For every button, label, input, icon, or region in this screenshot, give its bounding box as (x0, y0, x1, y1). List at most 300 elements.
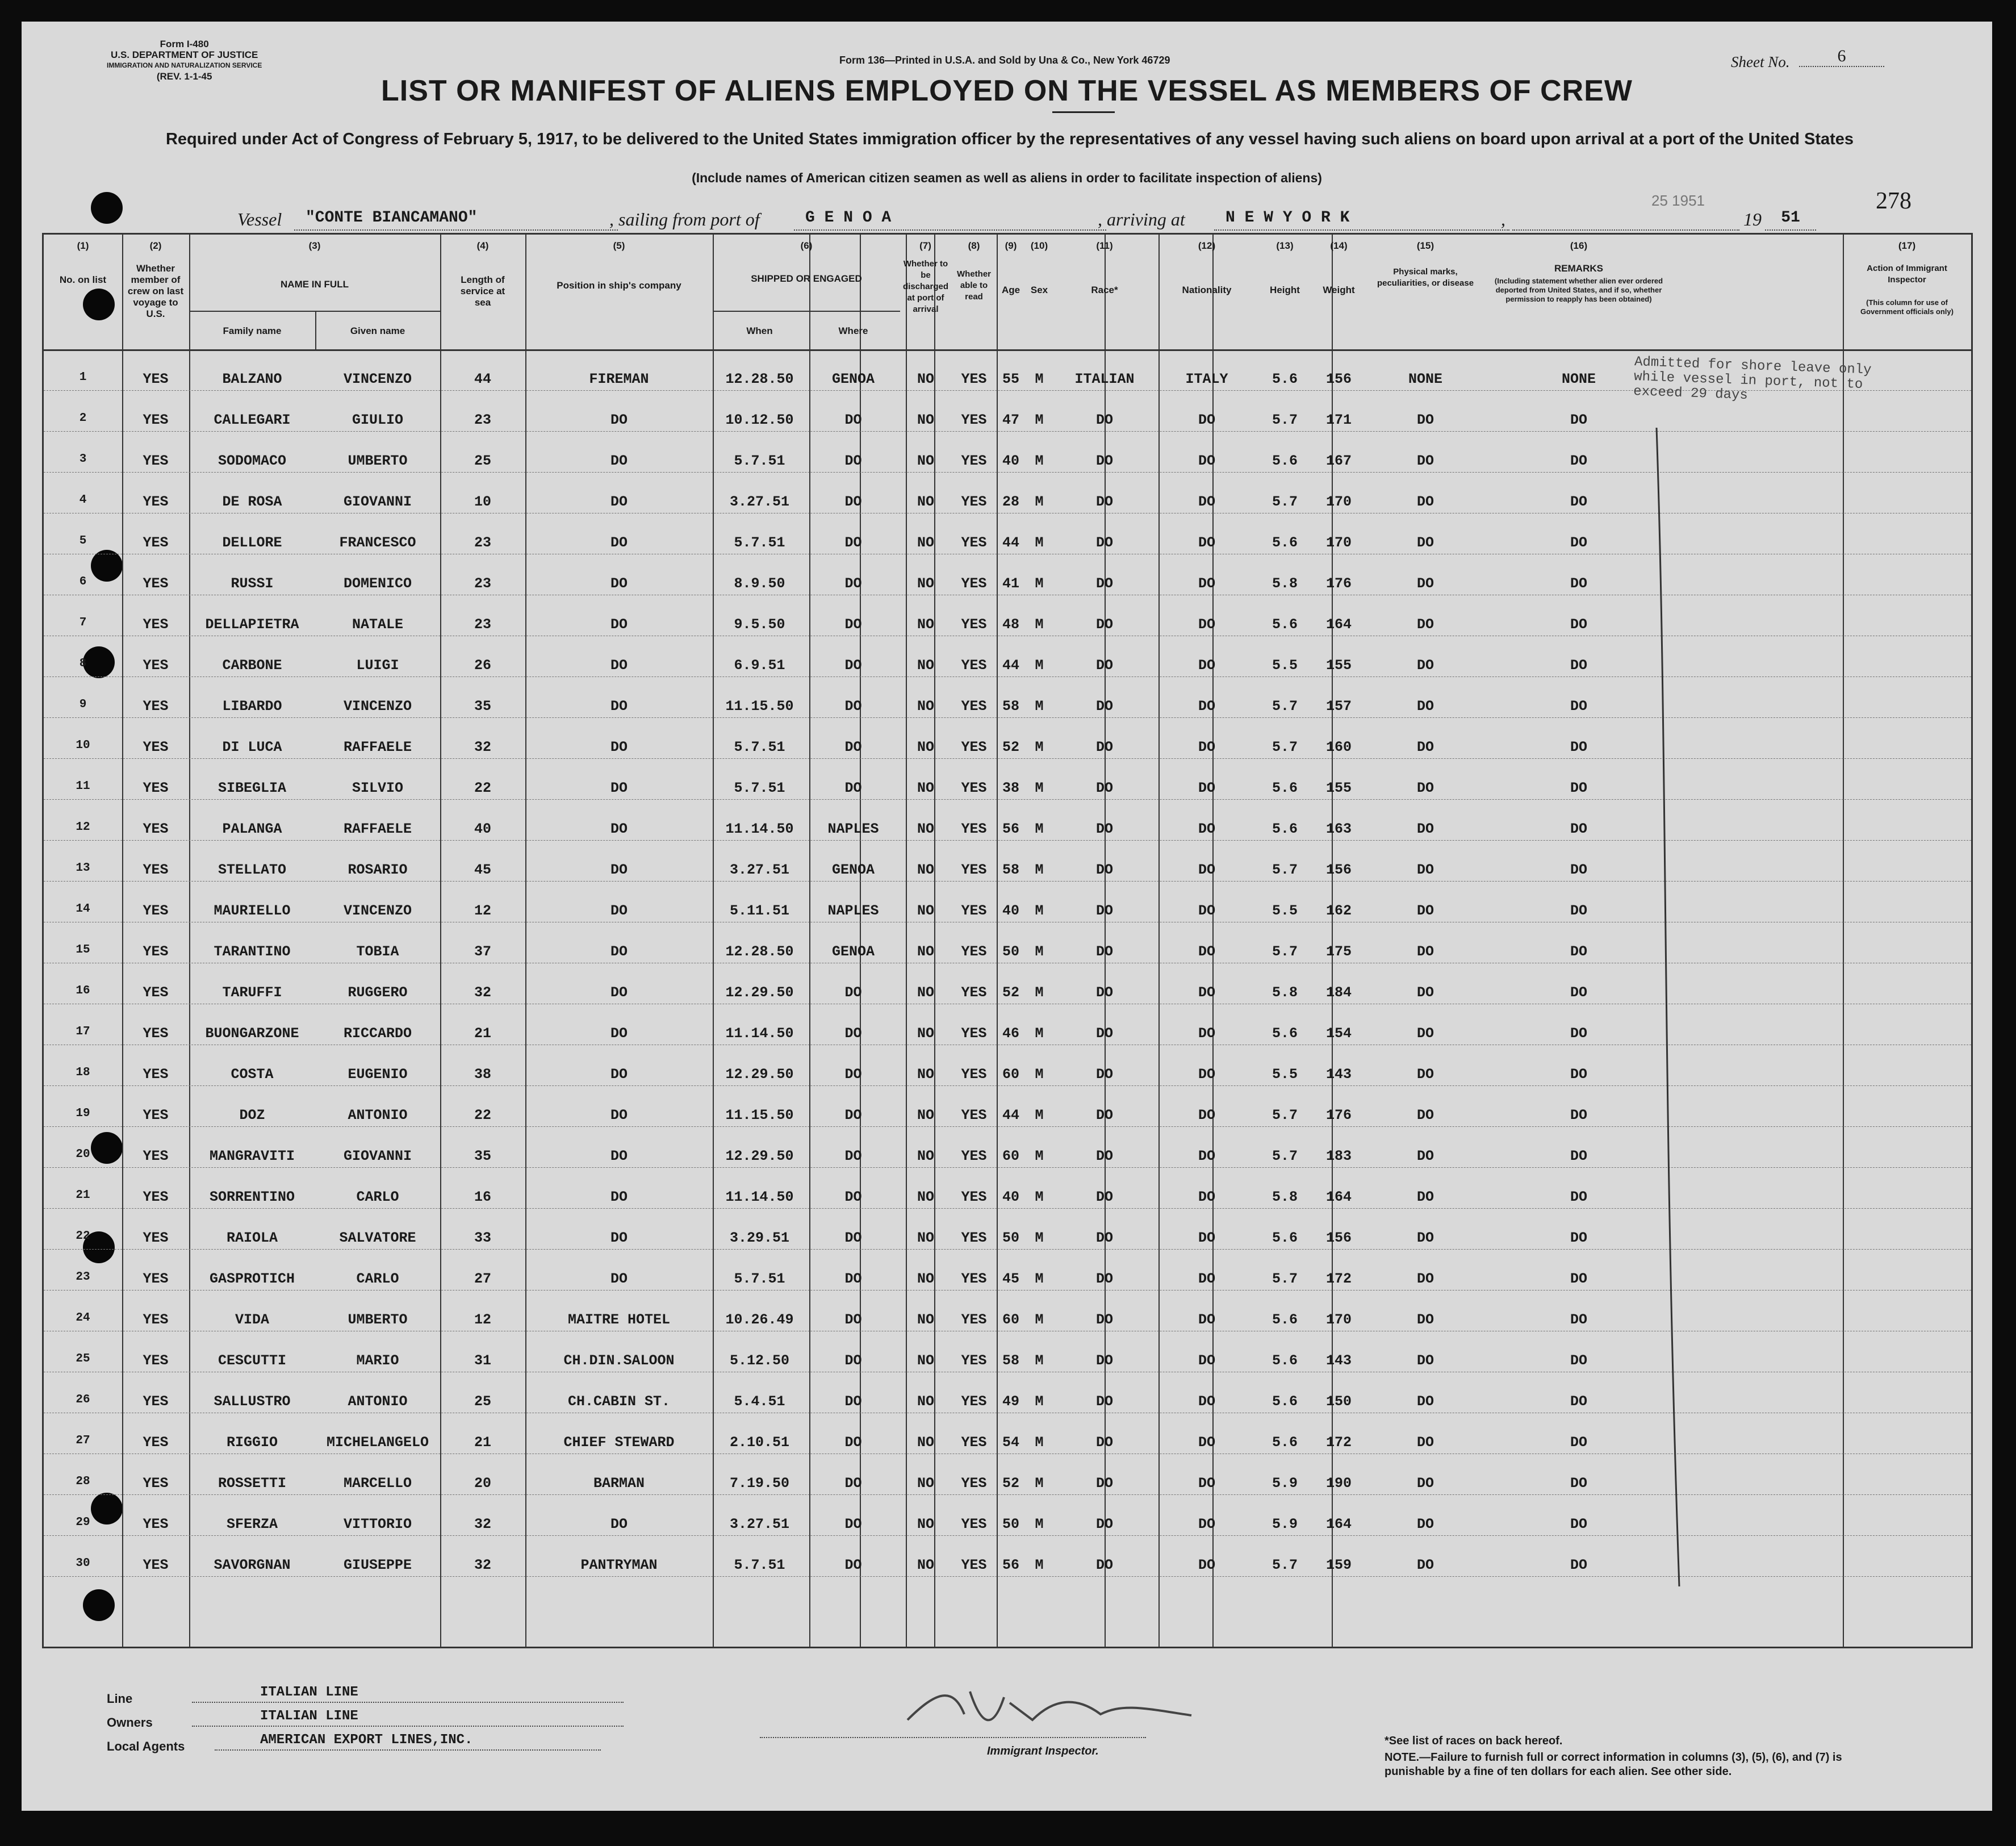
cell-nat: DO (1198, 453, 1215, 469)
where-header: Where (838, 325, 868, 336)
cell-given: RAFFAELE (343, 821, 412, 837)
col1-label: No. on list (59, 274, 107, 285)
cell-remarks: DO (1570, 616, 1587, 633)
cell-sex: M (1035, 1475, 1044, 1492)
port-to: N E W Y O R K (1214, 209, 1509, 231)
cell-where: NAPLES (827, 903, 879, 919)
cell-when: 7.19.50 (729, 1475, 790, 1492)
cell-nat: DO (1198, 739, 1215, 755)
cell-sex: M (1035, 494, 1044, 510)
cell-given: GIOVANNI (343, 1148, 412, 1164)
cell-given: LUIGI (356, 657, 399, 674)
cell-position: DO (610, 453, 628, 469)
cell-age: 50 (1002, 1516, 1019, 1532)
cell-nat: DO (1198, 412, 1215, 428)
cell-given: RAFFAELE (343, 739, 412, 755)
cell-disch: NO (917, 1393, 934, 1410)
cell-sex: M (1035, 1271, 1044, 1287)
cell-height: 5.6 (1271, 616, 1298, 633)
cell-given: SALVATORE (339, 1230, 416, 1246)
cell-nat: DO (1198, 1516, 1215, 1532)
cell-read: YES (961, 534, 987, 551)
cell-sex: M (1035, 1434, 1044, 1451)
form-id-line: Form I-480 (160, 39, 209, 49)
cell-age: 44 (1002, 1107, 1019, 1124)
cell-no: 10 (76, 739, 90, 752)
cell-marks: DO (1416, 616, 1434, 633)
cell-remarks: DO (1570, 494, 1587, 510)
cell-disch: NO (917, 534, 934, 551)
cell-race: DO (1095, 739, 1113, 755)
cell-disch: NO (917, 371, 934, 387)
cell-read: YES (961, 1516, 987, 1532)
cell-position: DO (610, 1148, 628, 1164)
printer-note: Form 136—Printed in U.S.A. and Sold by Una & Co., New York 46729 (839, 55, 1170, 66)
cell-sex: M (1035, 657, 1044, 674)
cell-crew: YES (143, 534, 169, 551)
cell-service: 23 (474, 616, 491, 633)
cell-read: YES (961, 698, 987, 715)
cell-race: DO (1095, 903, 1113, 919)
cell-remarks: DO (1570, 412, 1587, 428)
col2-num: (2) (149, 240, 162, 251)
cell-service: 12 (474, 1312, 491, 1328)
cell-disch: NO (917, 1025, 934, 1042)
cell-given: ANTONIO (348, 1107, 408, 1124)
cell-family: RUSSI (231, 575, 274, 592)
cell-where: DO (844, 1066, 862, 1083)
cell-position: DO (610, 657, 628, 674)
cell-sex: M (1035, 903, 1044, 919)
cell-age: 58 (1002, 698, 1019, 715)
cell-no: 25 (76, 1352, 90, 1365)
col14-num: (14) (1330, 240, 1348, 251)
cell-read: YES (961, 371, 987, 387)
cell-marks: DO (1416, 1516, 1434, 1532)
cell-position: DO (610, 412, 628, 428)
cell-given: MARCELLO (343, 1475, 412, 1492)
cell-where: DO (844, 1312, 862, 1328)
cell-marks: DO (1416, 1066, 1434, 1083)
cell-race: DO (1095, 943, 1113, 960)
cell-where: DO (844, 1516, 862, 1532)
cell-given: UMBERTO (348, 1312, 408, 1328)
cell-race: DO (1095, 453, 1113, 469)
cell-crew: YES (143, 698, 169, 715)
cell-where: DO (844, 1271, 862, 1287)
cell-sex: M (1035, 1516, 1044, 1532)
cell-height: 5.8 (1271, 575, 1298, 592)
cell-given: TOBIA (356, 943, 399, 960)
cell-crew: YES (143, 1066, 169, 1083)
cell-when: 5.11.51 (729, 903, 790, 919)
cell-read: YES (961, 1025, 987, 1042)
cell-when: 2.10.51 (729, 1434, 790, 1451)
cell-remarks: DO (1570, 1393, 1587, 1410)
cell-age: 41 (1002, 575, 1019, 592)
cell-service: 40 (474, 821, 491, 837)
cell-no: 29 (76, 1516, 90, 1529)
col9-num: (9) (1005, 240, 1017, 251)
cell-service: 22 (474, 1107, 491, 1124)
cell-marks: DO (1416, 1148, 1434, 1164)
cell-age: 49 (1002, 1393, 1019, 1410)
cell-where: DO (844, 780, 862, 796)
cell-age: 58 (1002, 1352, 1019, 1369)
cell-race: DO (1095, 1312, 1113, 1328)
cell-family: TARANTINO (214, 943, 291, 960)
cell-where: DO (844, 616, 862, 633)
cell-marks: DO (1416, 698, 1434, 715)
cell-weight: 171 (1325, 412, 1352, 428)
cell-remarks: DO (1570, 1148, 1587, 1164)
cell-disch: NO (917, 739, 934, 755)
cell-age: 40 (1002, 1189, 1019, 1205)
cell-service: 20 (474, 1475, 491, 1492)
cell-crew: YES (143, 575, 169, 592)
cell-weight: 163 (1325, 821, 1352, 837)
cell-disch: NO (917, 903, 934, 919)
cell-when: 3.27.51 (729, 1516, 790, 1532)
cell-read: YES (961, 575, 987, 592)
cell-crew: YES (143, 453, 169, 469)
col1-num: (1) (77, 240, 89, 251)
cell-race: DO (1095, 1025, 1113, 1042)
cell-no: 28 (76, 1475, 90, 1488)
cell-marks: DO (1416, 943, 1434, 960)
col6-label: SHIPPED OR ENGAGED (751, 273, 862, 284)
cell-where: DO (844, 1107, 862, 1124)
cell-when: 12.29.50 (725, 984, 794, 1001)
crew-table (42, 233, 1973, 1648)
cell-age: 52 (1002, 739, 1019, 755)
cell-marks: DO (1416, 534, 1434, 551)
cell-height: 5.7 (1271, 1107, 1298, 1124)
col15-label: Physical marks, peculiarities, or disease (1377, 267, 1474, 288)
cell-service: 10 (474, 494, 491, 510)
cell-where: DO (844, 494, 862, 510)
cell-height: 5.5 (1271, 657, 1298, 674)
cell-read: YES (961, 1271, 987, 1287)
cell-race: DO (1095, 862, 1113, 878)
cell-height: 5.9 (1271, 1475, 1298, 1492)
cell-remarks: DO (1570, 821, 1587, 837)
cell-sex: M (1035, 534, 1044, 551)
cell-when: 11.14.50 (725, 1025, 794, 1042)
cell-height: 5.7 (1271, 1271, 1298, 1287)
page-title: LIST OR MANIFEST OF ALIENS EMPLOYED ON THE VESSEL AS MEMBERS OF CREW (381, 74, 1633, 107)
cell-given: MARIO (356, 1352, 399, 1369)
year-prefix: 19 (1743, 209, 1762, 229)
cell-service: 31 (474, 1352, 491, 1369)
cell-weight: 176 (1325, 575, 1352, 592)
col12-label: Nationality (1182, 285, 1232, 295)
year: 51 (1765, 209, 1816, 231)
cell-crew: YES (143, 1025, 169, 1042)
cell-position: DO (610, 780, 628, 796)
cell-marks: DO (1416, 1107, 1434, 1124)
cell-height: 5.7 (1271, 862, 1298, 878)
cell-nat: DO (1198, 903, 1215, 919)
cell-given: ANTONIO (348, 1393, 408, 1410)
col6-num: (6) (800, 240, 813, 251)
cell-read: YES (961, 780, 987, 796)
cell-where: GENOA (831, 371, 875, 387)
cell-family: GASPROTICH (209, 1271, 295, 1287)
manifest-sheet: Form I-480 U.S. DEPARTMENT OF JUSTICE IMMIGRATION AND NATURALIZATION SERVICE (REV. 1-1-45 Form 136—Printed in U.S.A. and Sold by Una & Co., New York 46729 Sheet No. 6 LIST OR MANIFEST OF ALIENS EMPLOYED ON THE VESSEL AS MEMBERS OF CREW Required under Act of Congress of February 5, 1917, to be delivered to the United States immigration officer by the representatives of any vessel having such aliens on board upon arrival at a port of the United States (Include names of American citizen seamen as well as aliens in order to facilitate inspection of aliens) 25 1951 278 Vessel "CONTE BIANCAMANO" , sailing from port of G E N O A , arriving at N E W Y O R K , 19 51 (1) No. on list (2) Whether member of crew on last voyage to U.S. (3) NAME IN FULL Family name Given name (4) Length of service at sea (5) Position in ship's company (6) SHIPPED OR ENGAGED When Where (7) Whether to be discharged at port of arrival (8) Whether able to read (9) Age (10) Sex (11) Race* (12) Nationality (13) Height (14) Weight (15) Physical marks, peculiarities, or disease (16) REMARKS (Including statement whether alien ever ordered deported from United States, and if so, whether permission to reapply has been obtained) (17) Action of Immigrant Inspector (This column for use of Government officials only) 1 YES BALZANO VINCENZO 44 FIREMAN 12.28.50 GENOA NO YES 55 M ITALIAN ITALY 5.6 156 NONE NONE 2 YES CALLEGARI GIULIO 23 DO 10.12.50 DO NO YES 47 M DO DO 5.7 171 DO DO 3 YES SODOMACO UMBERTO 25 DO 5.7.51 DO NO YES 40 M DO DO 5.6 167 DO DO 4 YES DE ROSA GIOVANNI 10 DO 3.27.51 DO NO YES 28 M DO DO 5.7 170 DO DO 5 YES DELLORE FRANCESCO 23 DO 5.7.51 DO NO YES 44 M DO DO 5.6 170 DO DO 6 YES RUSSI DOMENICO 23 DO 8.9.50 DO NO YES 41 M DO DO 5.8 176 DO DO 7 YES DELLAPIETRA NATALE 23 DO 9.5.50 DO NO YES 48 M DO DO 5.6 164 DO DO 8 YES CARBONE LUIGI 26 DO 6.9.51 DO NO YES 44 M DO DO 5.5 155 DO DO 9 YES LIBARDO VINCENZO 35 DO 11.15.50 DO NO YES 58 M DO DO 5.7 157 DO DO 10 YES DI LUCA RAFFAELE 32 DO 5.7.51 DO NO YES 52 M DO DO 5.7 160 DO DO 11 YES SIBEGLIA SILVIO 22 DO 5.7.51 DO NO YES 38 M DO DO 5.6 155 DO DO 12 YES PALANGA RAFFAELE 40 DO 11.14.50 NAPLES NO YES 56 M DO DO 5.6 163 DO DO 13 YES STELLATO ROSARIO 45 DO 3.27.51 GENOA NO YES 58 M DO DO 5.7 156 DO DO 14 YES MAURIELLO VINCENZO 12 DO 5.11.51 NAPLES NO YES 40 M DO DO 5.5 162 DO DO 15 YES TARANTINO TOBIA 37 DO 12.28.50 GENOA NO YES 50 M DO DO 5.7 175 DO DO 16 YES TARUFFI RUGGERO 32 DO 12.29.50 DO NO YES 52 M DO DO 5.8 184 DO DO 17 YES BUONGARZONE RICCARDO 21 DO 11.14.50 DO NO YES 46 M DO DO 5.6 154 DO DO 18 YES COSTA EUGENIO 38 DO 12.29.50 DO NO YES 60 M DO DO 5.5 143 DO DO 19 YES DOZ ANTONIO 22 DO 11.15.50 DO NO YES 44 M DO DO 5.7 176 DO DO 20 YES MANGRAVITI GIOVANNI 35 DO 12.29.50 DO NO YES 60 M DO DO 5.7 183 DO DO 21 YES SORRENTINO CARLO 16 DO 11.14.50 DO NO YES 40 M DO DO 5.8 164 DO DO 22 YES RAIOLA SALVATORE 33 DO 3.29.51 DO NO YES 50 M DO DO 5.6 156 DO DO 23 YES GASPROTICH CARLO 27 DO 5.7.51 DO NO YES 45 M DO DO 5.7 172 DO DO 24 YES VIDA UMBERTO 12 MAITRE HOTEL 10.26.49 DO NO YES 60 M DO DO 5.6 170 DO DO 25 YES CESCUTTI MARIO 31 CH.DIN.SALOON 5.12.50 DO NO YES 58 M DO DO 5.6 143 DO DO 26 YES SALLUSTRO ANTONIO 25 CH.CABIN ST. 5.4.51 DO NO YES 49 M DO DO 5.6 150 DO DO 27 YES RIGGIO MICHELANGELO 21 CHIEF STEWARD 2.10.51 DO NO YES 54 M DO DO 5.6 172 DO DO 28 YES ROSSETTI MARCELLO 20 BARMAN 7.19.50 DO NO YES 52 M DO DO 5.9 190 DO DO 29 YES SFERZA VITTORIO 32 DO 3.27.51 DO NO YES 50 M DO DO 5.9 164 DO DO 30 YES SAVORGNAN GIUSEPPE 32 PANTRYMAN 5.7.51 DO NO YES 56 M DO DO 5.7 159 DO DO Admitted for shore leave only while vessel in port, not to exceed 29 days Line ITALIAN LINE Owners ITALIAN LINE Local Agents AMERICAN EXPORT LINES,INC. Immigrant Inspector. *See list of races on back hereof. NOTE.—Failure to furnish full or correct information in columns (3), (5), (6), and (7) is punishable by a fine of ten dollars for each alien. See other side. (22, 22, 1992, 1811)
cell-marks: DO (1416, 1393, 1434, 1410)
cell-age: 56 (1002, 1557, 1019, 1573)
cell-age: 55 (1002, 371, 1019, 387)
cell-age: 60 (1002, 1148, 1019, 1164)
cell-nat: DO (1198, 575, 1215, 592)
cell-when: 3.29.51 (729, 1230, 790, 1246)
cell-read: YES (961, 862, 987, 878)
cell-service: 45 (474, 862, 491, 878)
cell-service: 32 (474, 739, 491, 755)
cell-read: YES (961, 494, 987, 510)
cell-disch: NO (917, 862, 934, 878)
cell-height: 5.5 (1271, 1066, 1298, 1083)
form-id-line: U.S. DEPARTMENT OF JUSTICE (110, 49, 258, 60)
cell-sex: M (1035, 1066, 1044, 1083)
cell-remarks: DO (1570, 943, 1587, 960)
cell-crew: YES (143, 780, 169, 796)
cell-given: ROSARIO (348, 862, 408, 878)
cell-weight: 183 (1325, 1148, 1352, 1164)
cell-where: NAPLES (827, 821, 879, 837)
cell-position: DO (610, 739, 628, 755)
cell-disch: NO (917, 698, 934, 715)
cell-when: 5.4.51 (734, 1393, 785, 1410)
cell-where: DO (844, 1352, 862, 1369)
owners-label: Owners (107, 1715, 153, 1730)
cell-given: SILVIO (352, 780, 403, 796)
cell-crew: YES (143, 943, 169, 960)
cell-sex: M (1035, 616, 1044, 633)
cell-when: 5.7.51 (734, 780, 785, 796)
cell-weight: 159 (1325, 1557, 1352, 1573)
cell-family: SALLUSTRO (214, 1393, 291, 1410)
cell-position: BARMAN (593, 1475, 645, 1492)
cell-when: 11.14.50 (725, 821, 794, 837)
cell-disch: NO (917, 1271, 934, 1287)
cell-read: YES (961, 943, 987, 960)
col7-num: (7) (919, 240, 931, 251)
cell-nat: DO (1198, 1025, 1215, 1042)
cell-where: DO (844, 1025, 862, 1042)
cell-read: YES (961, 1557, 987, 1573)
cell-crew: YES (143, 862, 169, 878)
cell-crew: YES (143, 616, 169, 633)
cell-crew: YES (143, 1475, 169, 1492)
cell-when: 5.7.51 (734, 1271, 785, 1287)
cell-read: YES (961, 1352, 987, 1369)
ditto-line (1634, 416, 1702, 1609)
cell-sex: M (1035, 739, 1044, 755)
cell-service: 21 (474, 1025, 491, 1042)
cell-height: 5.6 (1271, 1230, 1298, 1246)
cell-service: 38 (474, 1066, 491, 1083)
cell-service: 23 (474, 534, 491, 551)
cell-crew: YES (143, 494, 169, 510)
cell-read: YES (961, 739, 987, 755)
line-label: Line (107, 1692, 133, 1706)
col15-num: (15) (1416, 240, 1434, 251)
cell-family: VIDA (235, 1312, 269, 1328)
inspector-signature (885, 1680, 1203, 1737)
cell-height: 5.7 (1271, 494, 1298, 510)
cell-where: DO (844, 1393, 862, 1410)
cell-weight: 164 (1325, 1189, 1352, 1205)
cell-read: YES (961, 821, 987, 837)
cell-family: RIGGIO (226, 1434, 278, 1451)
cell-family: CALLEGARI (214, 412, 291, 428)
port-from: G E N O A (794, 209, 1106, 231)
cell-nat: ITALY (1185, 371, 1228, 387)
col2-label: Whether member of crew on last voyage to U.S. (127, 263, 184, 319)
cell-given: EUGENIO (348, 1066, 408, 1083)
col17-num: (17) (1898, 240, 1916, 251)
cell-weight: 155 (1325, 657, 1352, 674)
cell-when: 5.7.51 (734, 1557, 785, 1573)
col13-label: Height (1270, 285, 1300, 295)
cell-service: 32 (474, 1557, 491, 1573)
cell-height: 5.8 (1271, 984, 1298, 1001)
cell-read: YES (961, 453, 987, 469)
cell-family: MANGRAVITI (209, 1148, 295, 1164)
cell-marks: DO (1416, 1271, 1434, 1287)
cell-position: DO (610, 1107, 628, 1124)
cell-when: 3.27.51 (729, 494, 790, 510)
cell-remarks: DO (1570, 739, 1587, 755)
cell-family: STELLATO (218, 862, 287, 878)
cell-weight: 164 (1325, 1516, 1352, 1532)
cell-service: 25 (474, 1393, 491, 1410)
cell-read: YES (961, 1107, 987, 1124)
cell-no: 24 (76, 1312, 90, 1325)
cell-when: 12.28.50 (725, 943, 794, 960)
cell-remarks: DO (1570, 1312, 1587, 1328)
cell-disch: NO (917, 1434, 934, 1451)
col4-label: Length of service at sea (460, 274, 505, 308)
cell-no: 19 (76, 1107, 90, 1120)
cell-where: DO (844, 412, 862, 428)
cell-where: DO (844, 984, 862, 1001)
cell-sex: M (1035, 984, 1044, 1001)
cell-crew: YES (143, 1107, 169, 1124)
cell-disch: NO (917, 780, 934, 796)
col17-label: Action of Immigrant Inspector (1867, 264, 1947, 285)
cell-sex: M (1035, 1393, 1044, 1410)
cell-age: 60 (1002, 1066, 1019, 1083)
cell-service: 35 (474, 698, 491, 715)
cell-sex: M (1035, 780, 1044, 796)
cell-position: CH.CABIN ST. (567, 1393, 671, 1410)
cell-crew: YES (143, 1271, 169, 1287)
cell-family: CESCUTTI (218, 1352, 287, 1369)
cell-when: 11.15.50 (725, 698, 794, 715)
cell-position: DO (610, 903, 628, 919)
cell-service: 27 (474, 1271, 491, 1287)
cell-where: DO (844, 1434, 862, 1451)
cell-weight: 167 (1325, 453, 1352, 469)
cell-no: 4 (79, 494, 87, 507)
cell-remarks: DO (1570, 1271, 1587, 1287)
cell-age: 38 (1002, 780, 1019, 796)
cell-weight: 157 (1325, 698, 1352, 715)
cell-disch: NO (917, 494, 934, 510)
cell-disch: NO (917, 453, 934, 469)
cell-where: DO (844, 657, 862, 674)
cell-race: DO (1095, 412, 1113, 428)
cell-when: 5.7.51 (734, 453, 785, 469)
col11-label: Race* (1091, 285, 1118, 295)
cell-given: RUGGERO (348, 984, 408, 1001)
cell-given: VINCENZO (343, 903, 412, 919)
cell-remarks: DO (1570, 1107, 1587, 1124)
cell-disch: NO (917, 575, 934, 592)
cell-given: UMBERTO (348, 453, 408, 469)
cell-race: DO (1095, 575, 1113, 592)
cell-marks: DO (1416, 412, 1434, 428)
col16-num: (16) (1570, 240, 1588, 251)
cell-where: DO (844, 1189, 862, 1205)
cell-sex: M (1035, 1352, 1044, 1369)
cell-where: DO (844, 453, 862, 469)
cell-no: 20 (76, 1148, 90, 1161)
cell-age: 40 (1002, 903, 1019, 919)
cell-family: BUONGARZONE (205, 1025, 299, 1042)
cell-weight: 143 (1325, 1352, 1352, 1369)
cell-family: MAURIELLO (214, 903, 291, 919)
cell-weight: 176 (1325, 1107, 1352, 1124)
cell-height: 5.9 (1271, 1516, 1298, 1532)
cell-where: DO (844, 739, 862, 755)
cell-weight: 143 (1325, 1066, 1352, 1083)
punch-hole (91, 192, 123, 224)
cell-height: 5.7 (1271, 412, 1298, 428)
cell-crew: YES (143, 821, 169, 837)
cell-remarks: DO (1570, 657, 1587, 674)
cell-sex: M (1035, 821, 1044, 837)
cell-family: PALANGA (222, 821, 282, 837)
col4-num: (4) (476, 240, 489, 251)
cell-no: 16 (76, 984, 90, 997)
cell-weight: 156 (1325, 1230, 1352, 1246)
vessel-name: "CONTE BIANCAMANO" (294, 209, 618, 231)
when-header: When (746, 325, 773, 336)
cell-age: 47 (1002, 412, 1019, 428)
cell-service: 37 (474, 943, 491, 960)
cell-position: DO (610, 575, 628, 592)
cell-crew: YES (143, 412, 169, 428)
cell-nat: DO (1198, 494, 1215, 510)
cell-sex: M (1035, 371, 1044, 387)
cell-service: 21 (474, 1434, 491, 1451)
cell-sex: M (1035, 698, 1044, 715)
sheet-number: 6 (1799, 47, 1884, 67)
cell-position: DO (610, 1271, 628, 1287)
cell-no: 13 (76, 862, 90, 875)
cell-height: 5.6 (1271, 780, 1298, 796)
cell-weight: 156 (1325, 371, 1352, 387)
cell-remarks: DO (1570, 862, 1587, 878)
cell-age: 40 (1002, 453, 1019, 469)
cell-race: DO (1095, 1271, 1113, 1287)
cell-crew: YES (143, 657, 169, 674)
cell-given: MICHELANGELO (326, 1434, 429, 1451)
